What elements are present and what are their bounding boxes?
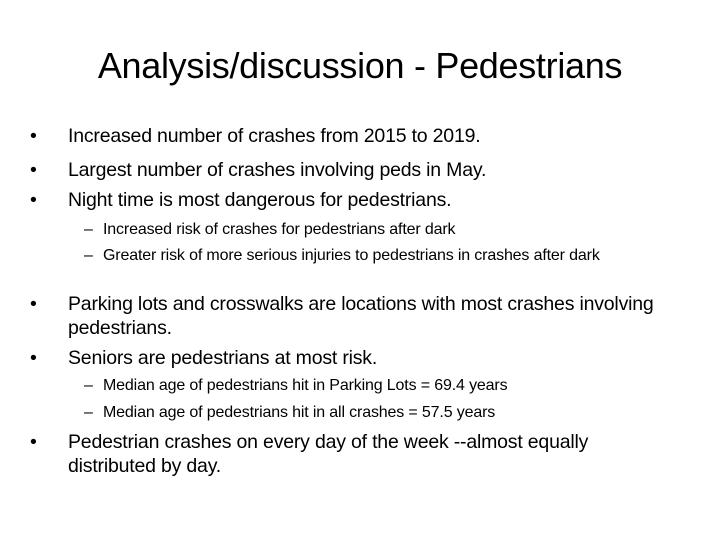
sub-bullet-text: Greater risk of more serious injuries to pedestrians in crashes after dark [103, 247, 600, 264]
bullet-marker: • [30, 125, 37, 147]
sub-bullet-text: Median age of pedestrians hit in Parking Lots = 69.4 years [103, 377, 508, 394]
bullet-item [30, 158, 670, 182]
bullet-marker: • [30, 159, 37, 181]
bullet-text: Largest number of crashes involving peds in May. [68, 159, 487, 181]
bullet-marker: • [30, 189, 37, 211]
bullet-item [30, 292, 670, 340]
sub-bullet-item [84, 246, 674, 266]
bullet-item [30, 124, 670, 148]
slide-title: Analysis/discussion - Pedestrians [97, 45, 623, 86]
bullet-text: Parking lots and crosswalks are locations with most crashes involving pedestrians. [68, 293, 654, 339]
bullet-marker: • [30, 347, 37, 369]
sub-bullet-marker: – [84, 404, 93, 421]
bullet-item [30, 430, 670, 478]
sub-bullet-marker: – [84, 377, 93, 394]
sub-bullet-item [84, 376, 674, 396]
sub-bullet-marker: – [84, 247, 93, 264]
sub-bullet-text: Increased risk of crashes for pedestrians after dark [103, 221, 456, 238]
bullet-marker: • [30, 293, 37, 315]
sub-bullet-item [84, 220, 674, 240]
bullet-item [30, 346, 670, 370]
bullet-marker: • [30, 431, 37, 453]
bullet-text: Increased number of crashes from 2015 to 2019. [68, 125, 481, 147]
sub-bullet-marker: – [84, 221, 93, 238]
sub-bullet-item [84, 403, 674, 423]
bullet-item [30, 188, 670, 212]
bullet-text: Seniors are pedestrians at most risk. [68, 347, 378, 369]
sub-bullet-text: Median age of pedestrians hit in all crashes = 57.5 years [103, 404, 496, 421]
bullet-text: Pedestrian crashes on every day of the week --almost equally distributed by day. [68, 431, 589, 477]
bullet-text: Night time is most dangerous for pedestrians. [68, 189, 452, 211]
